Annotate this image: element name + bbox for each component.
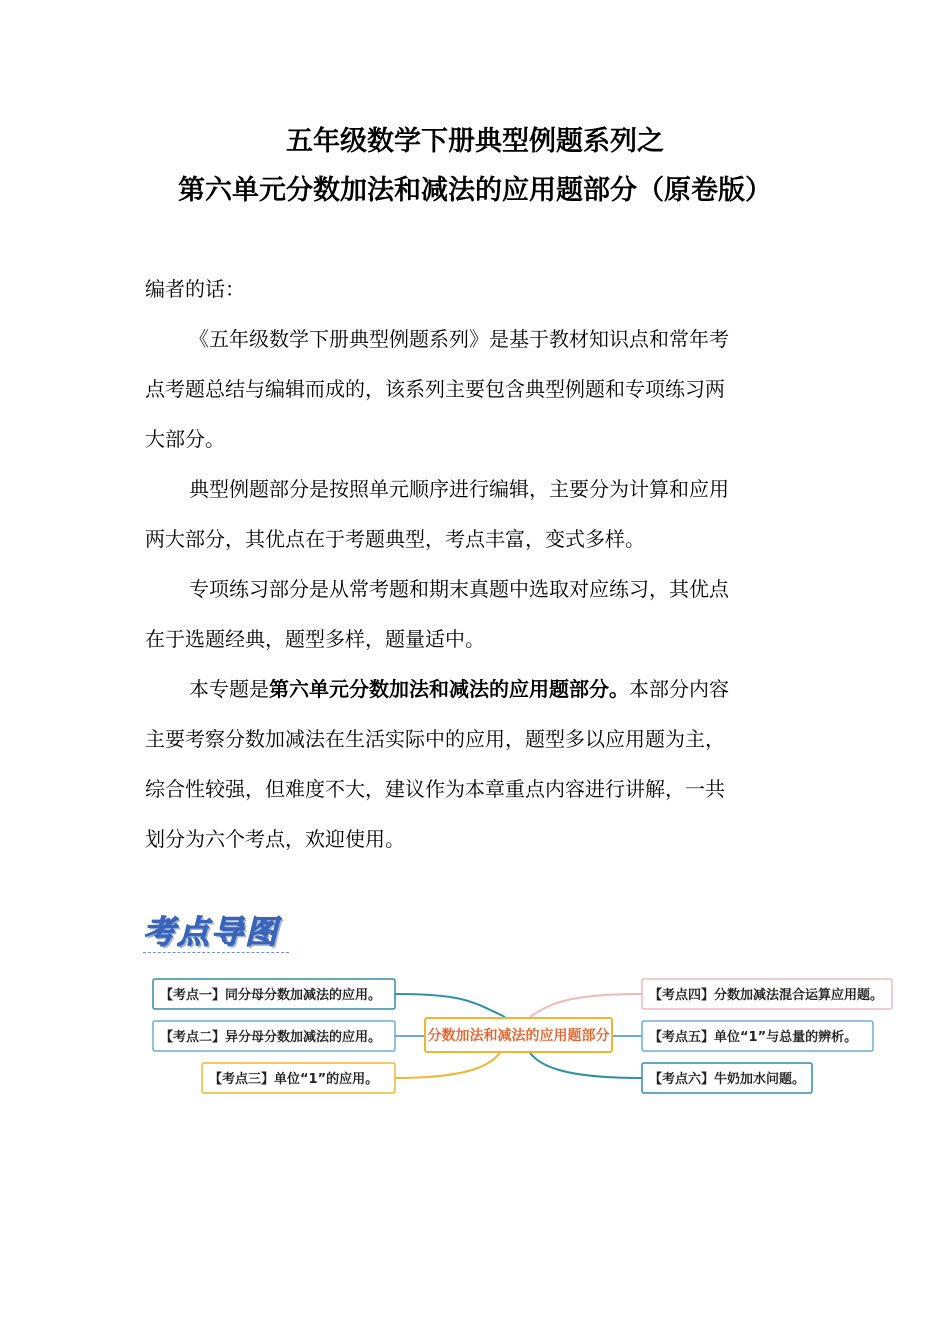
- connector-kaodian-1: [395, 994, 505, 1017]
- paragraph-line: [145, 664, 805, 714]
- paragraph-line: 划分为六个考点，欢迎使用。: [145, 827, 405, 851]
- mindmap-heading-underline: [143, 952, 289, 953]
- paragraph-line: 在于选题经典，题型多样，题量适中。: [145, 627, 485, 651]
- mindmap-node-label: 【考点一】同分母分数加减法的应用。: [160, 988, 382, 1003]
- paragraph-line: 大部分。: [145, 427, 225, 451]
- mindmap-node-label: 【考点四】分数加减法混合运算应用题。: [649, 988, 884, 1003]
- paragraph-line: 专项练习部分是从常考题和期末真题中选取对应练习，其优点: [189, 577, 729, 601]
- paragraph-prefix: 本专题是: [189, 677, 269, 701]
- mindmap-node-label: 【考点二】异分母分数加减法的应用。: [160, 1030, 382, 1045]
- connector-kaodian-4: [530, 994, 642, 1017]
- intro-paragraph-3: [145, 564, 805, 664]
- mindmap-heading: 考点导图: [143, 913, 280, 951]
- paragraph-line: 点考题总结与编辑而成的，该系列主要包含典型例题和专项练习两: [145, 377, 725, 401]
- document-title-line1: 五年级数学下册典型例题系列之: [286, 126, 664, 157]
- paragraph-bold-topic: 第六单元分数加法和减法的应用题部分。: [269, 677, 629, 701]
- paragraph-line: 《五年级数学下册典型例题系列》是基于教材知识点和常年考: [189, 327, 729, 351]
- connector-kaodian-3: [395, 1053, 500, 1078]
- mindmap-node-label: 【考点五】单位“1”与总量的辨析。: [649, 1030, 858, 1045]
- paragraph-line: 两大部分，其优点在于考题典型，考点丰富，变式多样。: [145, 527, 645, 551]
- mindmap-center-label: 分数加法和减法的应用题部分: [427, 1028, 610, 1044]
- intro-paragraph-4: [145, 664, 805, 864]
- connector-kaodian-6: [530, 1053, 642, 1078]
- paragraph-line: 主要考察分数加减法在生活实际中的应用，题型多以应用题为主，: [145, 727, 725, 751]
- paragraph-line: 综合性较强，但难度不大，建议作为本章重点内容进行讲解，一共: [145, 777, 725, 801]
- paragraph-line: 典型例题部分是按照单元顺序进行编辑，主要分为计算和应用: [189, 477, 729, 501]
- intro-heading: 编者的话：: [145, 277, 245, 301]
- paragraph-suffix: 本部分内容: [629, 677, 729, 701]
- intro-paragraph-1: [145, 314, 805, 464]
- mindmap-node-label: 【考点六】牛奶加水问题。: [649, 1072, 806, 1087]
- document-title-line2: 第六单元分数加法和减法的应用题部分（原卷版）: [178, 175, 772, 206]
- mindmap-diagram: [0, 965, 950, 1105]
- intro-paragraph-2: [145, 464, 805, 564]
- mindmap-node-label: 【考点三】单位“1”的应用。: [209, 1072, 379, 1087]
